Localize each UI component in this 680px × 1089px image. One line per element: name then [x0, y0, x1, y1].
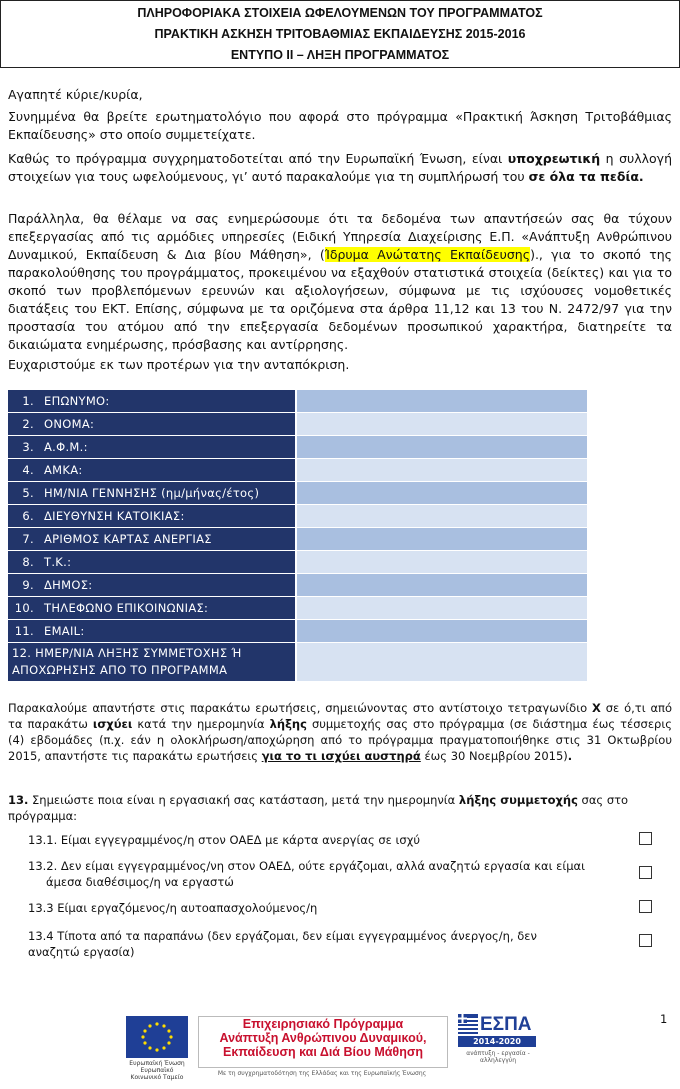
q13-text-a: Σημειώστε ποια είναι η εργασιακή σας κατάσταση, μετά την ημερομηνία	[28, 793, 459, 807]
form-field-input[interactable]	[296, 528, 587, 551]
form-row-label	[8, 620, 296, 643]
p3-text-b: )., για το σκοπό της παρακολούθησης του προγράμματος, προκειμένου να εξαχθούν στατιστικά στοιχεία (δείκτες) και για το σκοπό των προβλεπόμενων ερευνών και αξιολογήσεων, σύμφωνα με τις ισχύουσες νομοθετικές διατάξεις του ΕΚΤ. Επίσης, σύμφωνα με τα οριζόμενα στα άρθρα 11,12 και 13 του Ν. 2472/97 για την προστασία του ατόμου από την επεξεργασία δεδομένων προσωπικού χαρακτήρα, διατηρείτε τα δικαιώματα ενημέρωσης, πρόσβασης και αντίρρησης.	[8, 247, 673, 352]
form-field-input[interactable]	[296, 620, 587, 643]
form-row-label	[8, 551, 296, 574]
row12-line2: ΑΠΟΧΩΡΗΣΗΣ ΑΠΟ ΤΟ ΠΡΟΓΡΑΜΜΑ	[12, 663, 228, 677]
form-row-number: 10.	[14, 601, 34, 615]
header-form-name: ΕΝΤΥΠΟ ΙΙ – ΛΗΞΗ ΠΡΟΓΡΑΜΜΑΤΟΣ	[230, 48, 450, 62]
p3-text-a: Παράλληλα, θα θέλαμε να σας ενημερώσουμε ότι τα δεδομένα των απαντήσεών σας θα τύχουν επεξεργασίας από τις αρμόδιες υπηρεσίες (Ειδική Υπηρεσία Διαχείρισης Ε.Π. «Ανάπτυξη Ανθρώπινου Δυναμικού, Εκπαίδευση & Δια βίου Μάθηση», (	[8, 211, 672, 262]
form-field-input[interactable]	[296, 574, 587, 597]
form-row	[8, 551, 587, 574]
q13-option-2-text: 13.2. Δεν είμαι εγγεγραμμένος/νη στον ΟΑΕΔ, ούτε εργάζομαι, αλλά αναζητώ εργασία και είμαι άμεσα διαθέσιμος/η να εργαστώ	[28, 859, 586, 889]
instr-d: συμμετοχής σας στο πρόγραμμα (σε διάστημα έως τέσσερις (4) εβδομάδες (π.χ. εάν η ολοκλήρωση/αποχώρηση από το πρόγραμμα πραγματοποιήθηκε στις 31 Οκτωβρίου 2015, απαντήστε τις παρακάτω ερωτήσεις	[8, 717, 672, 763]
form-row-label	[8, 413, 296, 436]
form-row-label-text: ΑΜΚΑ:	[44, 463, 83, 477]
instr-x: Χ	[591, 701, 601, 715]
operational-programme-logo	[198, 1016, 448, 1068]
form-field-input[interactable]	[296, 459, 587, 482]
p2-bold-all-fields: σε όλα τα πεδία.	[528, 169, 644, 184]
form-row	[8, 482, 587, 505]
p2-bold-mandatory: υποχρεωτική	[507, 151, 601, 166]
form-row-label-text: Α.Φ.Μ.:	[44, 440, 88, 454]
header-subtitle: ΠΡΑΚΤΙΚΗ ΑΣΚΗΣΗ ΤΡΙΤΟΒΑΘΜΙΑΣ ΕΚΠΑΙΔΕΥΣΗΣ 2015-2016	[154, 27, 526, 41]
row12-line1: 12. ΗΜΕΡ/ΝΙΑ ΛΗΞΗΣ ΣΥΜΜΕΤΟΧΗΣ Ή	[12, 646, 242, 660]
p3-highlight-institution: Ίδρυμα Ανώτατης Εκπαίδευσης	[324, 247, 531, 262]
form-field-input[interactable]	[296, 390, 587, 413]
form-row-label	[8, 390, 296, 413]
form-row-number: 3.	[22, 440, 34, 454]
form-row	[8, 620, 587, 643]
form-row-label-text: ΤΗΛΕΦΩΝΟ ΕΠΙΚΟΙΝΩΝΙΑΣ:	[44, 601, 209, 615]
form-row-label-text: ΔΗΜΟΣ:	[44, 578, 93, 592]
form-row-number: 8.	[22, 555, 34, 569]
header-title: ΠΛΗΡΟΦΟΡΙΑΚΑ ΣΤΟΙΧΕΙΑ ΩΦΕΛΟΥΜΕΝΩΝ ΤΟΥ ΠΡΟΓΡΑΜΜΑΤΟΣ	[137, 6, 543, 20]
q13-option-1-checkbox[interactable]	[639, 832, 652, 845]
q13-option-2-checkbox[interactable]	[639, 866, 652, 879]
form-row-label-text: ΑΡΙΘΜΟΣ ΚΑΡΤΑΣ ΑΝΕΡΓΙΑΣ	[44, 532, 212, 546]
form-row-label-text: ΟΝΟΜΑ:	[44, 417, 95, 431]
instr-b: σε ό,τι από τα παρακάτω	[8, 701, 672, 731]
instr-strict: για το τι ισχύει αυστηρά	[261, 749, 421, 763]
espa-title: ΕΣΠΑ	[480, 1014, 532, 1035]
op-line3: Εκπαίδευση και Διά Βίου Μάθηση	[222, 1045, 424, 1059]
form-row-label-12	[8, 643, 296, 682]
form-row	[8, 597, 587, 620]
page-number: 1	[660, 1012, 668, 1026]
eu-flag-logo	[126, 1016, 188, 1058]
form-row-number: 2.	[22, 417, 34, 431]
form-field-input[interactable]	[296, 597, 587, 620]
form-row-label-text: ΔΙΕΥΘΥΝΣΗ ΚΑΤΟΙΚΙΑΣ:	[44, 509, 185, 523]
form-field-input[interactable]	[296, 436, 587, 459]
q13-text-c: σας στο πρόγραμμα:	[8, 793, 629, 823]
form-row	[8, 459, 587, 482]
instructions-paragraph	[8, 700, 672, 764]
q13-option-1: 13.1. Είμαι εγγεγραμμένος/η στον ΟΑΕΔ με κάρτα ανεργίας σε ισχύ	[28, 833, 421, 847]
form-row-label	[8, 574, 296, 597]
q13-option-3-checkbox[interactable]	[639, 900, 652, 913]
form-row-number: 4.	[22, 463, 34, 477]
q13-bold: λήξης συμμετοχής	[458, 793, 578, 807]
form-row-label-text: ΗΜ/ΝΙΑ ΓΕΝΝΗΣΗΣ (ημ/μήνας/έτος)	[44, 486, 260, 500]
op-line1: Επιχειρησιακό Πρόγραμμα	[242, 1017, 404, 1031]
form-row-label-text: Τ.Κ.:	[44, 555, 72, 569]
form-row-number: 1.	[22, 394, 34, 408]
form-field-input[interactable]	[296, 505, 587, 528]
document-header	[0, 0, 680, 68]
form-row-number: 6.	[22, 509, 34, 523]
thanks-line: Ευχαριστούμε εκ των προτέρων για την ανταπόκριση.	[8, 357, 350, 372]
greeting: Αγαπητέ κύριε/κυρία,	[8, 87, 143, 102]
personal-data-form	[8, 389, 587, 681]
instr-c: κατά την ημερομηνία	[132, 717, 270, 731]
instr-applies: ισχύει	[92, 717, 133, 731]
form-row-label-text: ΕΠΩΝΥΜΟ:	[44, 394, 110, 408]
form-row-label-text: EMAIL:	[44, 624, 85, 638]
form-row	[8, 390, 587, 413]
q13-number: 13.	[8, 793, 29, 807]
form-row-number: 5.	[22, 486, 34, 500]
form-row-number: 9.	[22, 578, 34, 592]
form-row	[8, 413, 587, 436]
form-row-label	[8, 505, 296, 528]
form-row	[8, 643, 587, 682]
form-row-label	[8, 528, 296, 551]
intro-paragraph-3	[8, 210, 672, 354]
q13-option-4: 13.4 Τίποτα από τα παραπάνω (δεν εργάζομαι, δεν είμαι εγγεγραμμένος άνεργος/η, δεν αναζητώ εργασία)	[28, 929, 537, 959]
form-row	[8, 436, 587, 459]
form-row-label	[8, 459, 296, 482]
form-field-input[interactable]	[296, 482, 587, 505]
form-field-input[interactable]	[296, 551, 587, 574]
form-row	[8, 574, 587, 597]
form-field-12[interactable]	[296, 643, 587, 682]
eu-caption: Ευρωπαϊκή Ένωση Ευρωπαϊκό Κοινωνικό Ταμείο	[129, 1060, 185, 1081]
form-row	[8, 528, 587, 551]
intro-paragraph-2	[8, 150, 672, 186]
p2-text-a: Καθώς το πρόγραμμα συγχρηματοδοτείται από την Ευρωπαϊκή Ένωση, είναι	[8, 151, 508, 166]
form-row-number: 11.	[14, 624, 34, 638]
form-row-label	[8, 482, 296, 505]
espa-tagline: ανάπτυξη - εργασία - αλληλεγγύη	[466, 1050, 530, 1064]
greek-flag-icon	[458, 1014, 478, 1034]
p2-text-c: η συλλογή στοιχείων για τους ωφελούμενους, γι’ αυτό παρακαλούμε για τη συμπλήρωσή του	[8, 151, 672, 184]
instr-end: λήξης	[269, 717, 307, 731]
form-row-label	[8, 597, 296, 620]
espa-years: 2014-2020	[458, 1036, 536, 1047]
form-row	[8, 505, 587, 528]
instr-dot: .	[567, 749, 573, 763]
form-row-label	[8, 436, 296, 459]
op-caption: Με τη συγχρηματοδότηση της Ελλάδας και της Ευρωπαϊκής Ένωσης	[217, 1070, 427, 1077]
instr-a: Παρακαλούμε απαντήστε στις παρακάτω ερωτήσεις, σημειώνοντας στο αντίστοιχο τετραγωνίδιο	[8, 701, 592, 715]
form-field-input[interactable]	[296, 413, 587, 436]
question-13	[8, 792, 672, 824]
q13-option-3: 13.3 Είμαι εργαζόμενος/η αυτοαπασχολούμενος/η	[28, 901, 318, 915]
q13-option-4-checkbox[interactable]	[639, 934, 652, 947]
form-row-number: 7.	[22, 532, 34, 546]
intro-paragraph-1: Συνημμένα θα βρείτε ερωτηματολόγιο που αφορά στο πρόγραμμα «Πρακτική Άσκηση Τριτοβάθμιας Εκπαίδευσης» στο οποίο συμμετείχατε.	[8, 109, 672, 142]
instr-e: έως 30 Νοεμβρίου 2015)	[420, 749, 568, 763]
espa-logo	[458, 1014, 538, 1072]
funding-logos	[126, 1012, 566, 1082]
op-line2: Ανάπτυξη Ανθρώπινου Δυναμικού,	[219, 1031, 427, 1045]
q13-option-2	[28, 858, 588, 890]
